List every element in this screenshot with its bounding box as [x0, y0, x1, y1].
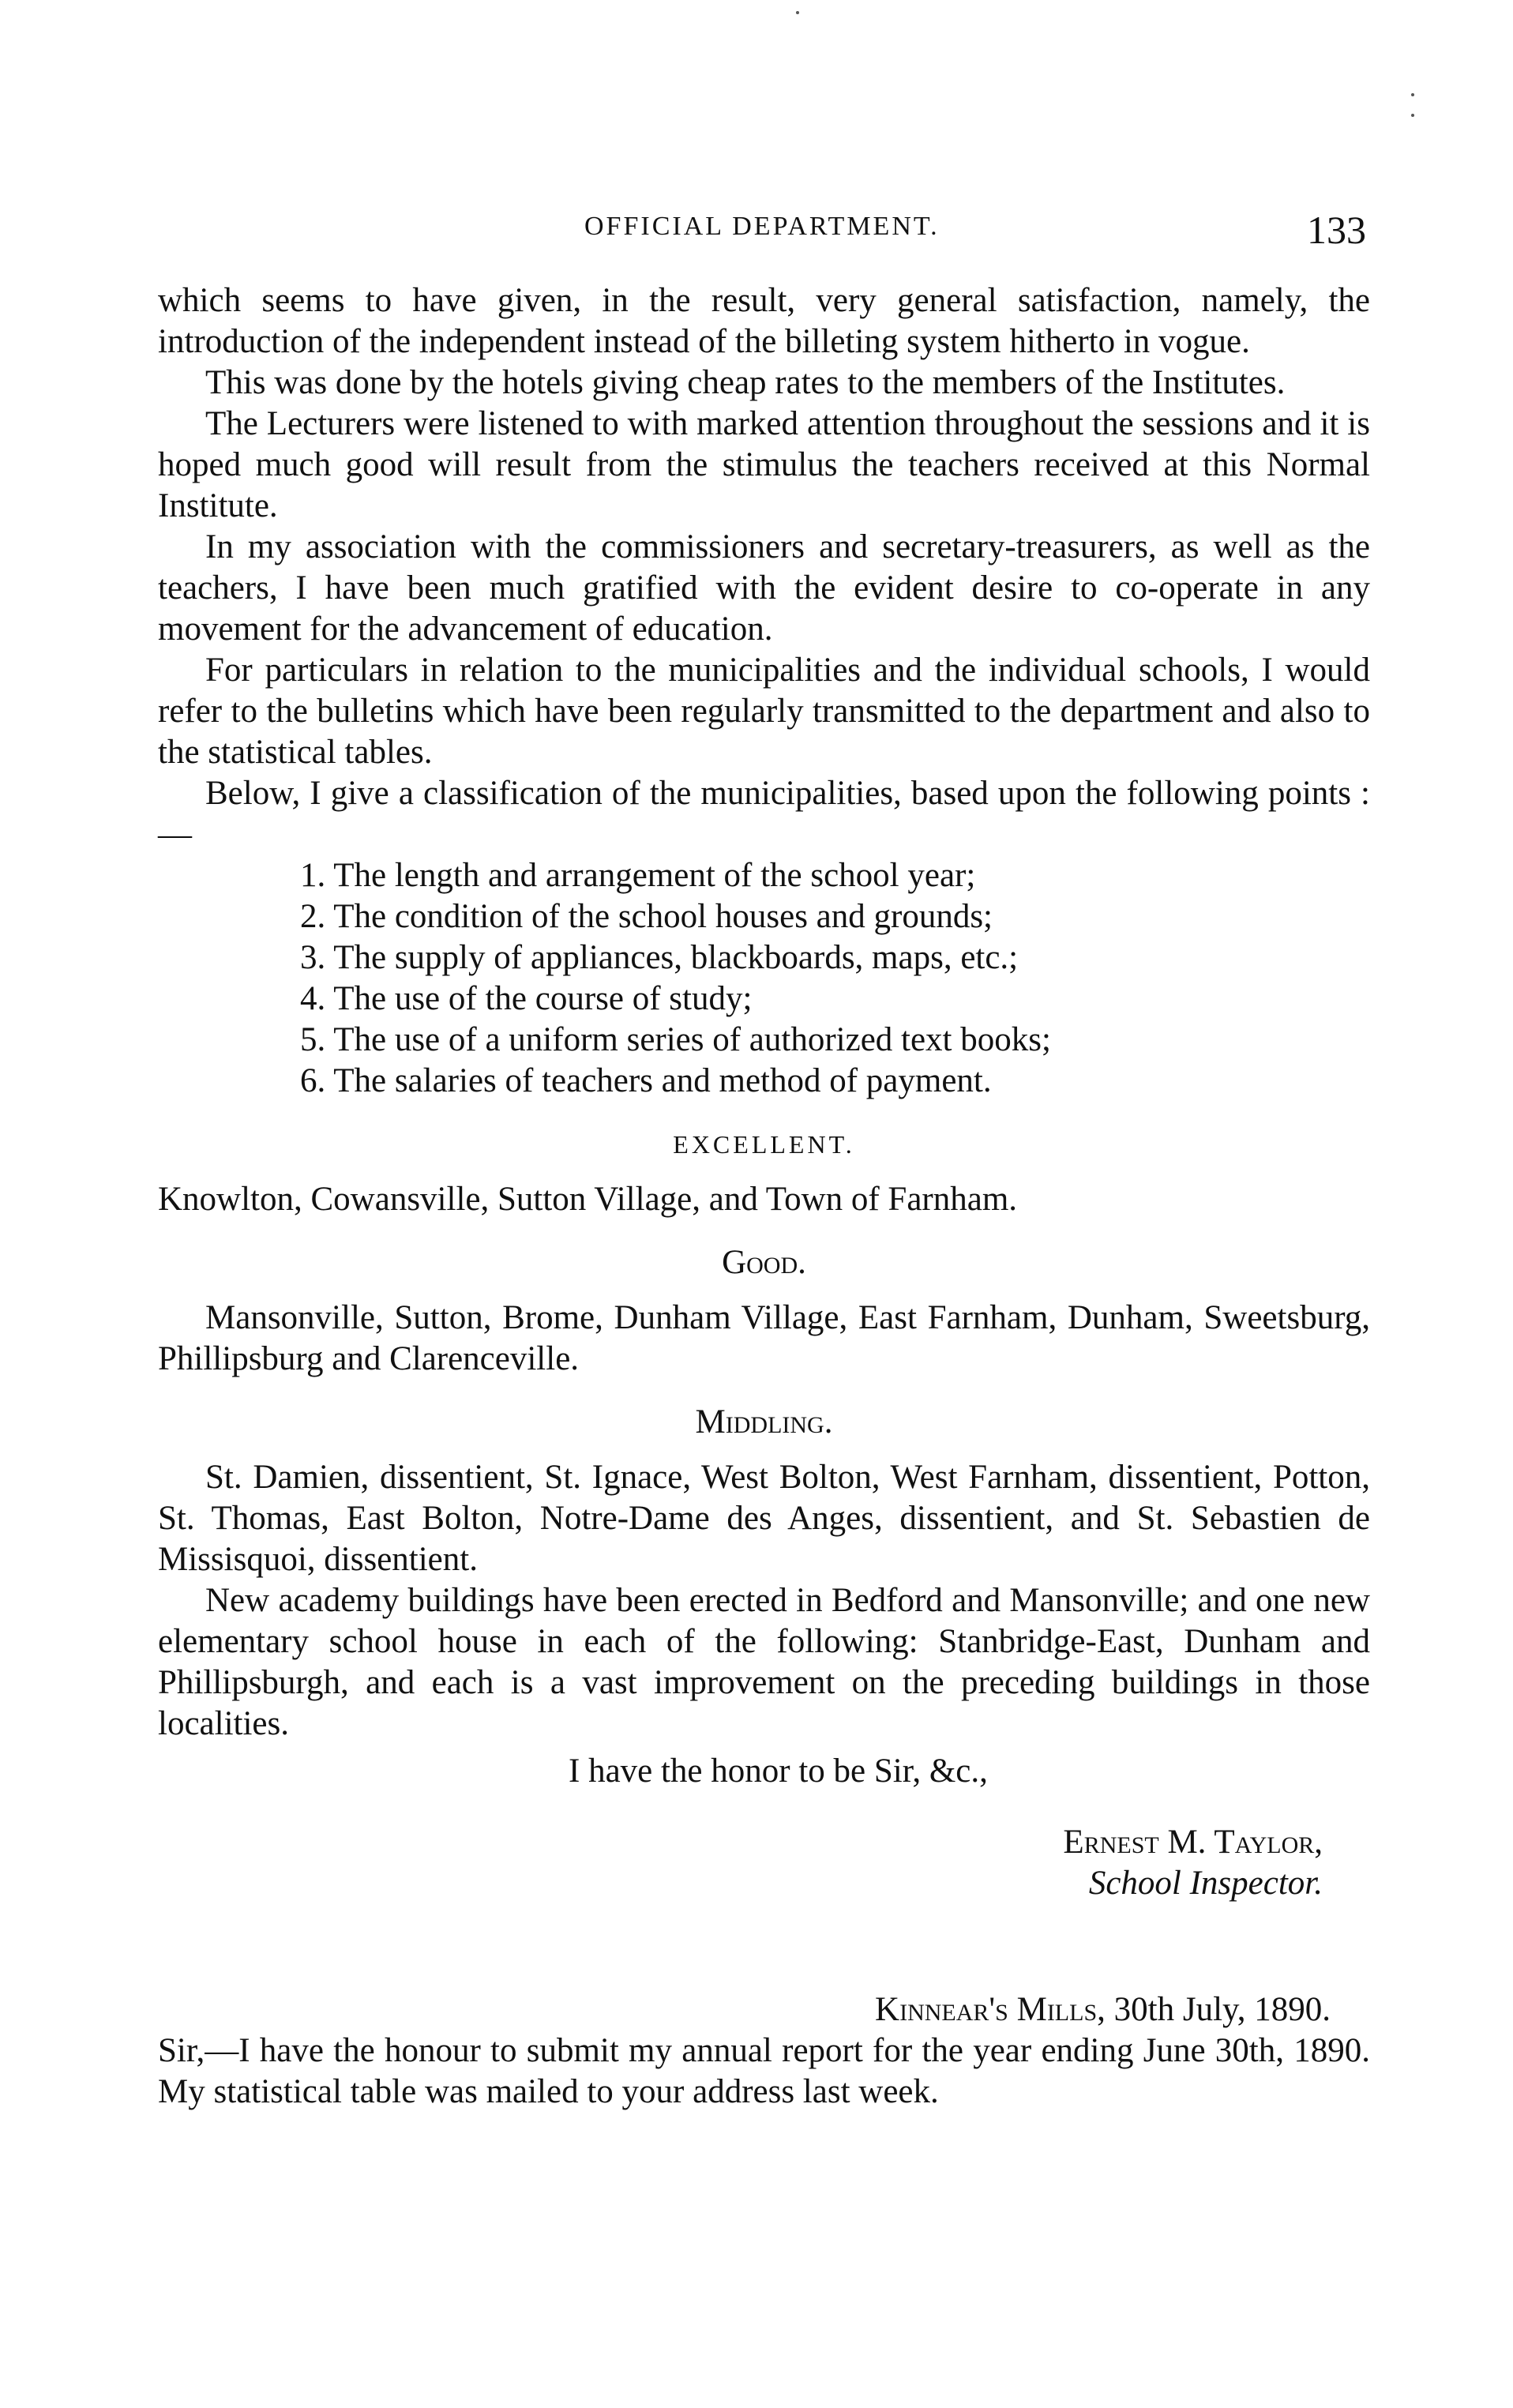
signature-title: School Inspector.	[1088, 1865, 1323, 1902]
heading-excellent: EXCELLENT.	[673, 1130, 855, 1159]
heading-good: Good.	[722, 1244, 806, 1281]
scan-speck	[1411, 93, 1414, 96]
heading-middling: Middling.	[695, 1403, 833, 1441]
paragraph-classification-intro: Below, I give a classification of the municipalities, based upon the following points :—	[158, 775, 1370, 853]
body-text	[158, 280, 1370, 2113]
page-number: 133	[1307, 208, 1366, 252]
paragraph-particulars: For particulars in relation to the municipalities and the individual schools, I would refer to the bulletins which have been regularly transmitted to the department and also to the statistical tables.	[158, 652, 1370, 771]
dateline-date: 30th July, 1890.	[1113, 1991, 1331, 2028]
running-head	[158, 207, 1374, 254]
dateline	[158, 1989, 1370, 2030]
paragraph-hotels: This was done by the hotels giving cheap rates to the members of the Institutes.	[205, 364, 1286, 401]
running-title: OFFICIAL DEPARTMENT.	[584, 212, 940, 241]
list-item: 6. The salaries of teachers and method of payment.	[300, 1062, 992, 1099]
paragraph-lecturers: The Lecturers were listened to with marked attention throughout the sessions and it is hoped much good will result from the stimulus the teachers received at this Normal Institute.	[158, 405, 1370, 524]
paragraph-continuation: which seems to have given, in the result, very general satisfaction, namely, the introduction of the independent instead of the billeting system hitherto in vogue.	[158, 282, 1370, 360]
good-list: Mansonville, Sutton, Brome, Dunham Village, East Farnham, Dunham, Sweetsburg, Phillipsburg and Clarenceville.	[158, 1299, 1370, 1377]
paragraph-next-report: Sir,—I have the honour to submit my annual report for the year ending June 30th, 1890. My statistical table was mailed to your address last week.	[158, 2032, 1370, 2110]
list-item: 1. The length and arrangement of the school year;	[300, 857, 976, 894]
list-item: 3. The supply of appliances, blackboards, maps, etc.;	[300, 939, 1019, 976]
closing-line: I have the honor to be Sir, &c.,	[569, 1752, 988, 1790]
list-item: 4. The use of the course of study;	[300, 980, 753, 1017]
paragraph-new-buildings: New academy buildings have been erected in Bedford and Mansonville; and one new elementary school house in each of the following: Stanbridge-East, Dunham and Phillipsburgh, and each is a vast improvement on the preceding buildings in those localities.	[158, 1582, 1370, 1742]
signature-name: Ernest M. Taylor,	[1063, 1824, 1323, 1861]
scan-speck	[796, 11, 799, 14]
list-item: 2. The condition of the school houses and grounds;	[300, 898, 993, 935]
paragraph-association: In my association with the commissioners and secretary-treasurers, as well as the teachers, I have been much gratified with the evident desire to co-operate in any movement for the advancement of education.	[158, 528, 1370, 648]
middling-list: St. Damien, dissentient, St. Ignace, West Bolton, West Farnham, dissentient, Potton, St. Thomas, East Bolton, Notre-Dame des Anges, dissentient, and St. Sebastien de Missisquoi, dissentient.	[158, 1459, 1370, 1578]
points-list	[158, 855, 1370, 1102]
list-item: 5. The use of a uniform series of authorized text books;	[300, 1021, 1051, 1058]
dateline-place: Kinnear's Mills,	[875, 1991, 1106, 2028]
excellent-list: Knowlton, Cowansville, Sutton Village, and Town of Farnham.	[158, 1181, 1018, 1218]
scan-speck	[1411, 114, 1414, 117]
